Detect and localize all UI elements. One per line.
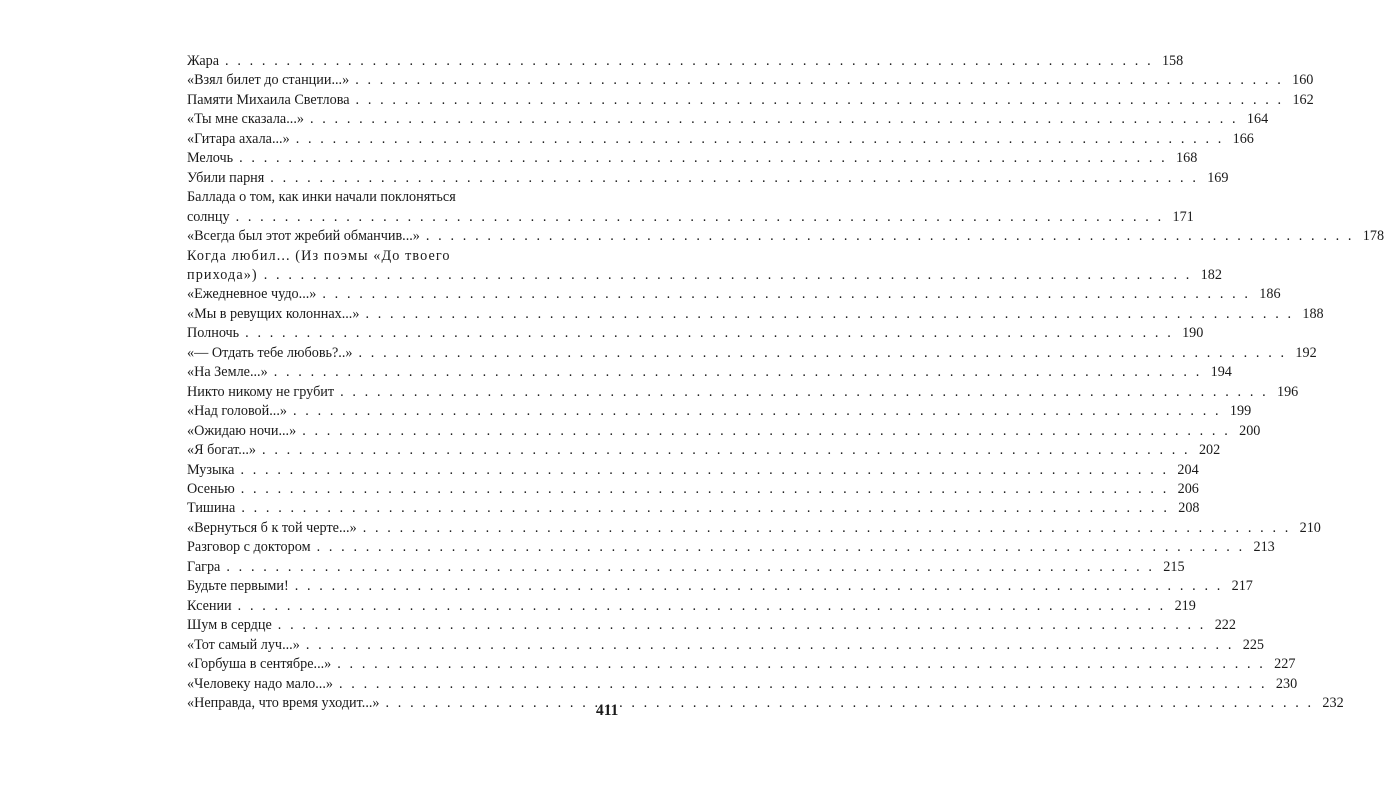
entry-page-number: 182 — [1200, 266, 1222, 283]
entry-title: «Я богат...» — [187, 442, 257, 459]
toc-entry[interactable] — [187, 305, 1324, 324]
dot-leader — [355, 71, 1283, 90]
toc-entry[interactable] — [187, 636, 1264, 655]
dot-leader — [241, 499, 1169, 518]
entry-page-number: 222 — [1214, 617, 1236, 634]
toc-entry[interactable] — [187, 519, 1321, 538]
toc-entry[interactable] — [187, 188, 1194, 227]
toc-entry[interactable] — [187, 130, 1254, 149]
dot-leader — [225, 52, 1153, 71]
dot-leader — [226, 558, 1154, 577]
entry-page-number: 186 — [1259, 286, 1281, 303]
entry-title-continuation: прихода») — [187, 266, 258, 283]
dot-leader — [240, 461, 1168, 480]
entry-title: Когда любил... (Из поэмы «До твоего — [187, 247, 451, 264]
toc-entry[interactable] — [187, 402, 1252, 421]
entry-page-number: 206 — [1177, 480, 1199, 497]
toc-entry[interactable] — [187, 247, 1222, 286]
entry-page-number: 225 — [1242, 636, 1264, 653]
entry-page-number: 200 — [1239, 422, 1261, 439]
dot-leader — [274, 363, 1202, 382]
toc-entry[interactable] — [187, 383, 1299, 402]
toc-entry[interactable] — [187, 480, 1199, 499]
entry-title: «Взял билет до станции...» — [187, 72, 350, 89]
entry-page-number: 168 — [1176, 150, 1198, 167]
toc-entry[interactable] — [187, 324, 1204, 343]
page-folio-number: 411 — [596, 702, 619, 719]
entry-page-number: 227 — [1274, 656, 1296, 673]
dot-leader — [317, 538, 1245, 557]
dot-leader — [310, 110, 1238, 129]
toc-entry[interactable] — [187, 71, 1314, 90]
entry-title: «— Отдать тебе любовь?..» — [187, 344, 353, 361]
entry-title: Баллада о том, как инки начали поклоняться — [187, 189, 456, 206]
entry-title: «Мы в ревущих колоннах...» — [187, 305, 360, 322]
entry-title: Ксении — [187, 597, 232, 614]
toc-entry[interactable] — [187, 285, 1281, 304]
entry-title: «Ежедневное чудо...» — [187, 286, 317, 303]
entry-page-number: 164 — [1246, 111, 1269, 128]
entry-page-number: 196 — [1276, 383, 1299, 400]
dot-leader — [426, 227, 1354, 246]
toc-entry[interactable] — [187, 227, 1384, 246]
dot-leader — [264, 266, 1192, 285]
toc-entry[interactable] — [187, 149, 1198, 168]
entry-page-number: 194 — [1210, 364, 1232, 381]
toc-entry[interactable] — [187, 499, 1200, 518]
entry-page-number: 166 — [1232, 130, 1254, 147]
dot-leader — [236, 208, 1164, 227]
entry-page-number: 202 — [1198, 442, 1221, 459]
entry-title: Разговор с доктором — [187, 539, 311, 556]
entry-page-number: 215 — [1163, 558, 1185, 575]
entry-title: «Всегда был этот жребий обманчив...» — [187, 228, 420, 245]
entry-page-number: 199 — [1229, 403, 1252, 420]
dot-leader — [295, 577, 1223, 596]
dot-leader — [262, 441, 1190, 460]
dot-leader — [340, 383, 1268, 402]
entry-title: «Гитара ахала...» — [187, 130, 290, 147]
entry-title: «Горбуша в сентябре...» — [187, 656, 332, 673]
entry-page-number: 178 — [1362, 228, 1384, 245]
entry-page-number: 232 — [1322, 694, 1344, 711]
entry-title: Шум в сердце — [187, 617, 272, 634]
entry-title: Убили парня — [187, 169, 265, 186]
dot-leader — [322, 285, 1250, 304]
entry-title: «Ожидаю ночи...» — [187, 422, 297, 439]
dot-leader — [241, 480, 1169, 499]
entry-title: Никто никому не грубит — [187, 383, 335, 400]
toc-entry[interactable] — [187, 538, 1275, 557]
entry-title: «Над головой...» — [187, 403, 287, 420]
toc-entry[interactable] — [187, 363, 1232, 382]
entry-page-number: 210 — [1299, 519, 1321, 536]
toc-entry[interactable] — [187, 52, 1184, 71]
dot-leader — [302, 422, 1230, 441]
dot-leader — [238, 597, 1166, 616]
entry-title: «Человеку надо мало...» — [187, 675, 333, 692]
dot-leader — [306, 636, 1234, 655]
entry-page-number: 169 — [1207, 169, 1229, 186]
entry-title: Тишина — [187, 500, 236, 517]
entry-title-continuation: солнцу — [187, 208, 230, 225]
entry-page-number: 192 — [1295, 344, 1317, 361]
dot-leader — [337, 655, 1265, 674]
entry-title: Гагра — [187, 558, 221, 575]
entry-page-number: 162 — [1292, 91, 1314, 108]
toc-entry[interactable] — [187, 422, 1261, 441]
toc-entry[interactable] — [187, 461, 1199, 480]
toc-entry[interactable] — [187, 169, 1229, 188]
toc-entry[interactable] — [187, 558, 1185, 577]
entry-page-number: 171 — [1172, 208, 1194, 225]
entry-page-number: 160 — [1292, 72, 1314, 89]
entry-page-number: 204 — [1177, 461, 1199, 478]
toc-entry[interactable] — [187, 577, 1253, 596]
toc-entry[interactable] — [187, 616, 1236, 635]
toc-entry[interactable] — [187, 655, 1296, 674]
entry-title: Полночь — [187, 325, 240, 342]
entry-page-number: 188 — [1302, 305, 1324, 322]
entry-title: Жара — [187, 53, 220, 69]
entry-title: Музыка — [187, 461, 235, 478]
dot-leader — [293, 402, 1221, 421]
dot-leader — [356, 91, 1284, 110]
dot-leader — [363, 519, 1291, 538]
entry-page-number: 208 — [1178, 500, 1200, 517]
entry-page-number: 190 — [1182, 325, 1204, 342]
dot-leader — [278, 616, 1206, 635]
toc-entry[interactable] — [187, 597, 1196, 616]
dot-leader — [239, 149, 1167, 168]
entry-page-number: 213 — [1253, 539, 1275, 556]
entry-title: Будьте первыми! — [187, 578, 289, 595]
entry-title: Мелочь — [187, 150, 234, 167]
dot-leader — [339, 675, 1267, 694]
toc-entry[interactable] — [187, 441, 1221, 460]
toc-entry[interactable] — [187, 344, 1317, 363]
dot-leader — [365, 305, 1293, 324]
dot-leader — [386, 694, 1314, 713]
dot-leader — [270, 169, 1198, 188]
entry-title: «Тот самый луч...» — [187, 636, 300, 653]
entry-title: Осенью — [187, 480, 235, 497]
entry-page-number: 219 — [1174, 597, 1196, 614]
toc-entry[interactable] — [187, 110, 1269, 129]
entry-title: «Ты мне сказала...» — [187, 111, 304, 128]
toc-entry[interactable] — [187, 91, 1314, 110]
dot-leader — [245, 324, 1173, 343]
entry-title: «Неправда, что время уходит...» — [187, 694, 380, 711]
entry-page-number: 158 — [1161, 53, 1184, 69]
entry-page-number: 230 — [1275, 675, 1298, 692]
dot-leader — [296, 130, 1224, 149]
entry-page-number: 217 — [1231, 578, 1253, 595]
entry-title: «На Земле...» — [187, 364, 268, 381]
toc-entry[interactable] — [187, 675, 1298, 694]
entry-title: «Вернуться б к той черте...» — [187, 519, 357, 536]
entry-title: Памяти Михаила Светлова — [187, 91, 350, 108]
dot-leader — [358, 344, 1286, 363]
